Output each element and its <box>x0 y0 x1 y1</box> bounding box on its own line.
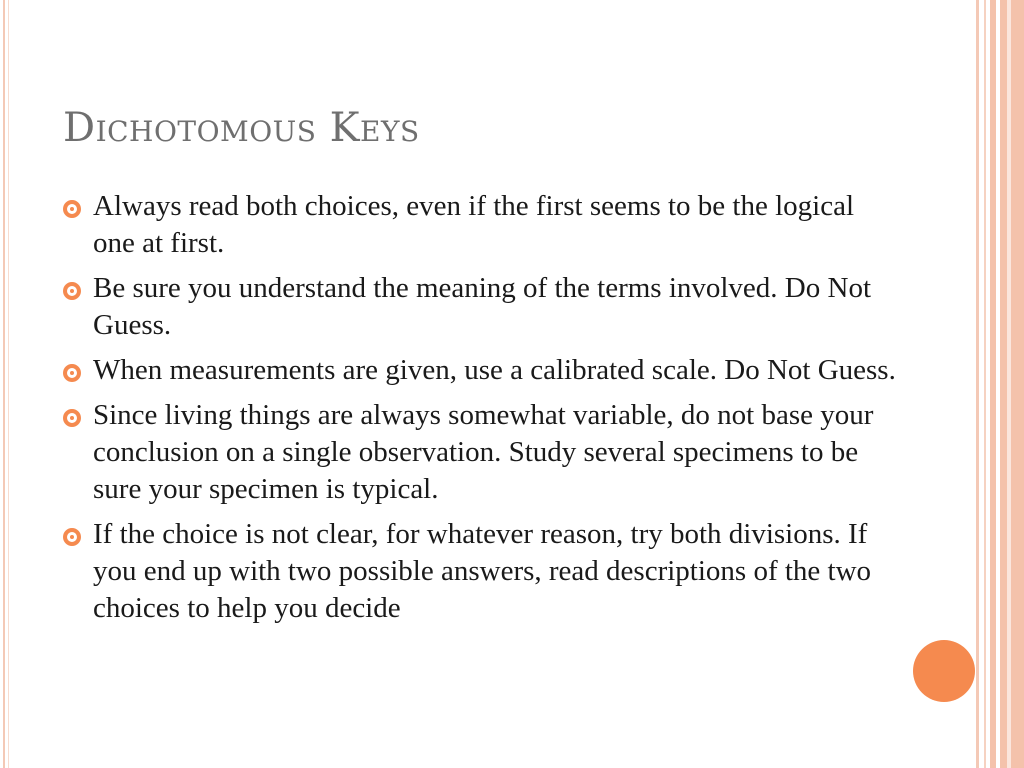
bullet-icon <box>63 528 81 546</box>
right-border-stripe <box>976 0 979 768</box>
bullet-item <box>63 352 903 389</box>
bullet-icon <box>63 282 81 300</box>
bullet-icon <box>63 364 81 382</box>
bullet-item <box>63 397 903 508</box>
bullet-text: When measurements are given, use a calibrated scale. Do Not Guess. <box>93 354 896 386</box>
bullet-text: Be sure you understand the meaning of the terms involved. Do Not Guess. <box>93 272 872 341</box>
bullet-text: Since living things are always somewhat variable, do not base your conclusion on a single observation. Study several specimens to be sure your specimen is typical. <box>93 399 874 505</box>
bullet-item <box>63 516 903 627</box>
slide-title: Dichotomous Keys <box>63 105 420 151</box>
bullet-icon <box>63 200 81 218</box>
bullet-text: If the choice is not clear, for whatever reason, try both divisions. If you end up with two possible answers, read descriptions of the two choices to help you decide <box>93 518 872 624</box>
left-border-line-inner <box>8 0 9 768</box>
right-border-stripe <box>1000 0 1007 768</box>
decorative-circle <box>913 640 975 702</box>
right-border-stripe <box>990 0 996 768</box>
left-border-line <box>3 0 5 768</box>
right-border-stripe <box>984 0 986 768</box>
bullet-list <box>63 188 903 635</box>
bullet-icon <box>63 409 81 427</box>
right-border-stripe <box>1011 0 1024 768</box>
bullet-item <box>63 188 903 262</box>
bullet-item <box>63 270 903 344</box>
bullet-text: Always read both choices, even if the first seems to be the logical one at first. <box>93 190 855 259</box>
